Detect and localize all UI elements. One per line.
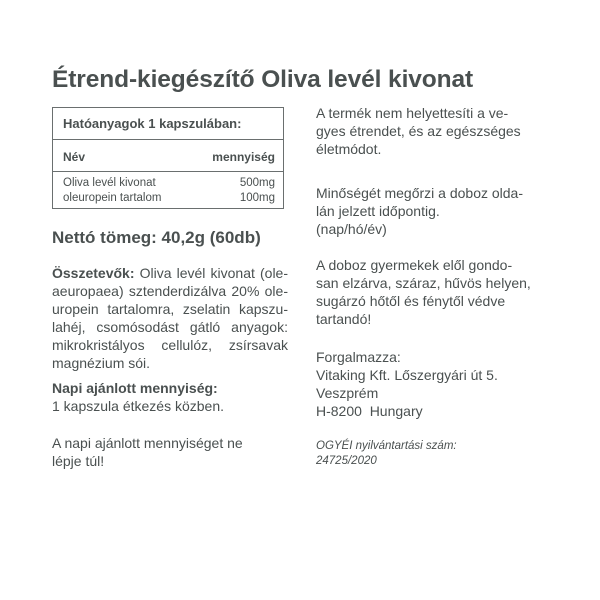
composition-line: uropein tartalomra, zselatin kapszu- xyxy=(52,301,288,317)
daily-dose-text: 1 kapszula étkezés közben. xyxy=(52,398,224,414)
warning-line: lépje túl! xyxy=(52,453,105,469)
composition xyxy=(52,264,288,372)
composition-line: magnézium sói. xyxy=(52,355,151,371)
column-header-quantity: mennyiség xyxy=(212,150,275,164)
ingredient-name: Oliva levél kivonat xyxy=(63,177,156,189)
text-line: OGYÉI nyilvántartási szám: xyxy=(316,440,457,452)
composition-line: aeuropaea) sztenderdizálva 20% ole- xyxy=(52,283,288,299)
text-line: életmódot. xyxy=(316,141,382,157)
text-line: Forgalmazza: xyxy=(316,349,401,365)
shelf-life xyxy=(316,184,556,238)
net-weight: Nettó tömeg: 40,2g (60db) xyxy=(52,228,261,247)
distributor xyxy=(316,348,556,420)
composition-line: lahéj, csomósodást gátló anyagok: xyxy=(52,319,288,335)
dose-warning xyxy=(52,434,288,470)
storage-instructions xyxy=(316,256,556,328)
replacement-notice xyxy=(316,104,556,158)
composition-line: Összetevők: Oliva levél kivonat (ole- xyxy=(52,265,289,281)
text-line: A doboz gyermekek elől gondo- xyxy=(316,257,513,273)
text-line: Minőségét megőrzi a doboz olda- xyxy=(316,185,524,201)
ingredients-heading: Hatóanyagok 1 kapszulában: xyxy=(63,116,242,131)
divider xyxy=(53,171,283,172)
text-line: (nap/hó/év) xyxy=(316,221,387,237)
text-line: Vitaking Kft. Lőszergyári út 5. xyxy=(316,367,498,383)
text-line: H-8200 Hungary xyxy=(316,403,423,419)
text-line: lán jelzett időpontig. xyxy=(316,203,440,219)
ingredient-quantity: 100mg xyxy=(239,192,275,204)
text-line: san elzárva, száraz, hűvös helyen, xyxy=(316,275,531,291)
text-line: Veszprém xyxy=(316,385,379,401)
text-line: tartandó! xyxy=(316,311,372,327)
text-line: sugárzó hőtől és fénytől védve xyxy=(316,293,506,309)
registration-number xyxy=(316,439,556,469)
text-line: gyes étrendet, és az egészséges xyxy=(316,123,521,139)
daily-dose-label: Napi ajánlott mennyiség: xyxy=(52,380,218,396)
text-line: 24725/2020 xyxy=(316,455,377,467)
warning-line: A napi ajánlott mennyiséget ne xyxy=(52,435,243,451)
column-header-name: Név xyxy=(63,150,86,164)
composition-label: Összetevők: xyxy=(52,265,135,281)
ingredient-name: oleuropein tartalom xyxy=(63,192,162,204)
text-line: A termék nem helyettesíti a ve- xyxy=(316,105,509,121)
ingredients-table xyxy=(52,107,284,209)
daily-dose xyxy=(52,379,288,415)
divider xyxy=(53,139,283,140)
page-title: Étrend-kiegészítő Oliva levél kivonat xyxy=(52,66,474,93)
composition-line: mikrokristályos cellulóz, zsírsavak xyxy=(52,337,288,353)
ingredient-quantity: 500mg xyxy=(239,177,275,189)
